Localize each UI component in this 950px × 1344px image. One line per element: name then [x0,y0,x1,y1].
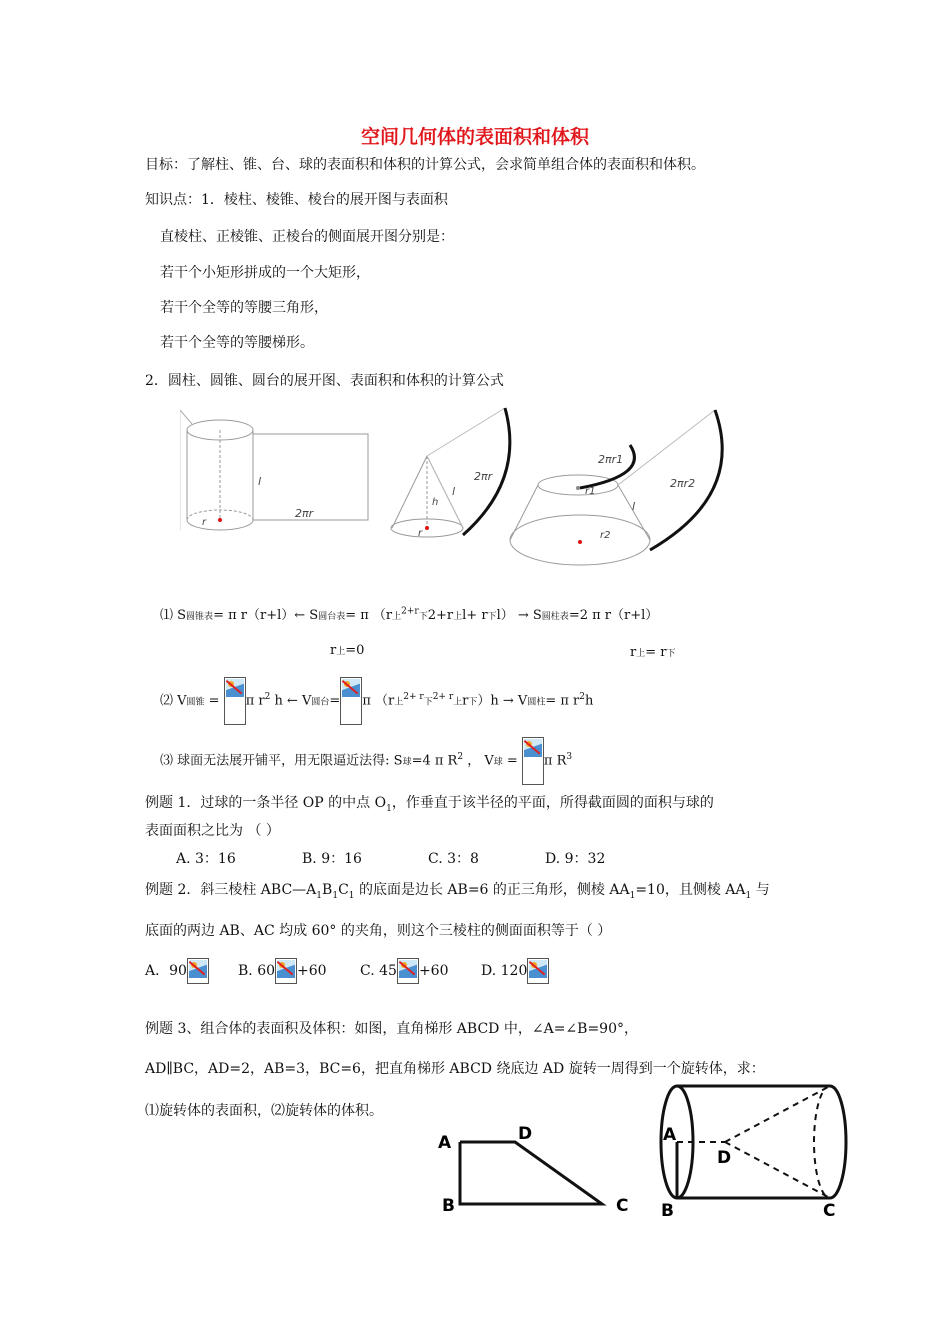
formula-sphere: ⑶ 球面无法展开铺平，用无限逼近法得: S球=4 π $R^2$ ， V球 = π $R^3$ [160,732,572,787]
cone-2pir-label: 2πr [474,470,493,483]
label-d: D [518,1124,533,1144]
knowledge-line: 若干个小矩形拼成的一个大矩形， [160,265,370,281]
sqrt-image-icon [187,958,209,984]
knowledge-heading: 知识点：1．棱柱、棱锥、棱台的展开图与表面积 [145,192,448,208]
r-top-zero: r上=0 [330,643,365,658]
label-c: C [823,1201,836,1221]
r-top-eq-bottom: r上= r下 [630,645,676,660]
example-2-line: 底面的两边 AB、AC 均成 60° 的夹角，则这个三棱柱的侧面面积等于（ ） [145,923,612,939]
option-c: C. 45 +60 [360,958,448,984]
example-1-line: 表面面积之比为 （ ） [145,823,280,839]
rotation-body-figure [655,1078,855,1223]
option-d: D. 9：32 [545,851,606,867]
goal-text: 目标：了解柱、锥、台、球的表面积和体积的计算公式，会求简单组合体的表面积和体积。 [145,157,705,173]
fraction-image-icon [340,677,362,725]
fraction-image-icon [224,677,246,725]
fraction-image-icon [522,737,544,785]
trapezoid-figure [430,1118,640,1223]
example-3-line: AD∥BC，AD=2，AB=3，BC=6，把直角梯形 ABCD 绕底边 AD 旋转一周得到一个旋转体，求： [145,1061,765,1077]
option-a: A．90 [145,958,209,984]
sqrt-image-icon [397,958,419,984]
example-1-line: 例题 1．过球的一条半径 OP 的中点 $O_1$，作垂直于该半径的平面，所得截面圆的面积与球的 [145,795,714,814]
frus-r1-label: r1 [585,486,596,497]
cyl-r-label: r [202,517,207,528]
knowledge-heading-2: 2．圆柱、圆锥、圆台的展开图、表面积和体积的计算公式 [145,373,504,389]
frus-l-label: l [632,500,636,513]
option-a: A. 3：16 [176,851,236,867]
label-d: D [717,1148,732,1168]
knowledge-line: 若干个全等的等腰梯形。 [160,335,314,351]
cyl-2pir-label: 2πr [295,507,314,520]
frus-2pir1-label: 2πr1 [598,453,624,466]
cone-h-label: h [432,497,439,508]
knowledge-line: 直棱柱、正棱锥、正棱台的侧面展开图分别是： [160,229,454,245]
example-3-line: ⑴旋转体的表面积，⑵旋转体的体积。 [145,1103,383,1119]
example-2-line: 例题 2．斜三棱柱 $ABC—A_1B_1C_1$ 的底面是边长 AB=6 的正三角形，侧棱 $AA_1=10$，且侧棱 $AA_1$ 与 [145,882,770,901]
sqrt-image-icon [275,958,297,984]
label-a: A [663,1125,677,1145]
label-b: B [661,1201,674,1221]
cylinder-development [180,410,368,530]
option-c: C. 3：8 [428,851,479,867]
label-b: B [442,1196,455,1216]
knowledge-line: 若干个全等的等腰三角形， [160,300,328,316]
option-b: B. 60 +60 [238,958,327,984]
formula-volume: ⑵ V圆锥 = π $r^2$ h ← V圆台= π （r上$^{2+ r}$下$^{2+ r}$上r下）h → V圆柱= π $r^2h$ [160,672,593,727]
frus-r2-label: r2 [600,530,611,541]
cyl-l-label: l [258,475,262,488]
page-title: 空间几何体的表面积和体积 [360,126,589,148]
formula-surface: ⑴ S圆锥表= π r（r+l）← S圆台表= π （r上$^{2+r}$下2+r上l+ r下l） → S圆柱表=2 π r（r+l） [160,606,659,623]
example-3-line: 例题 3、组合体的表面积及体积：如图，直角梯形 ABCD 中，∠A=∠B=90°， [145,1021,638,1037]
development-figure [180,400,740,580]
option-b: B. 9：16 [302,851,362,867]
label-c: C [616,1196,629,1216]
cone-l-label: l [452,485,456,498]
frus-2pir2-label: 2πr2 [670,477,696,490]
sqrt-image-icon [527,958,549,984]
label-a: A [438,1133,452,1153]
option-d: D. 120 [481,958,549,984]
cone-r-label: r [418,528,423,539]
